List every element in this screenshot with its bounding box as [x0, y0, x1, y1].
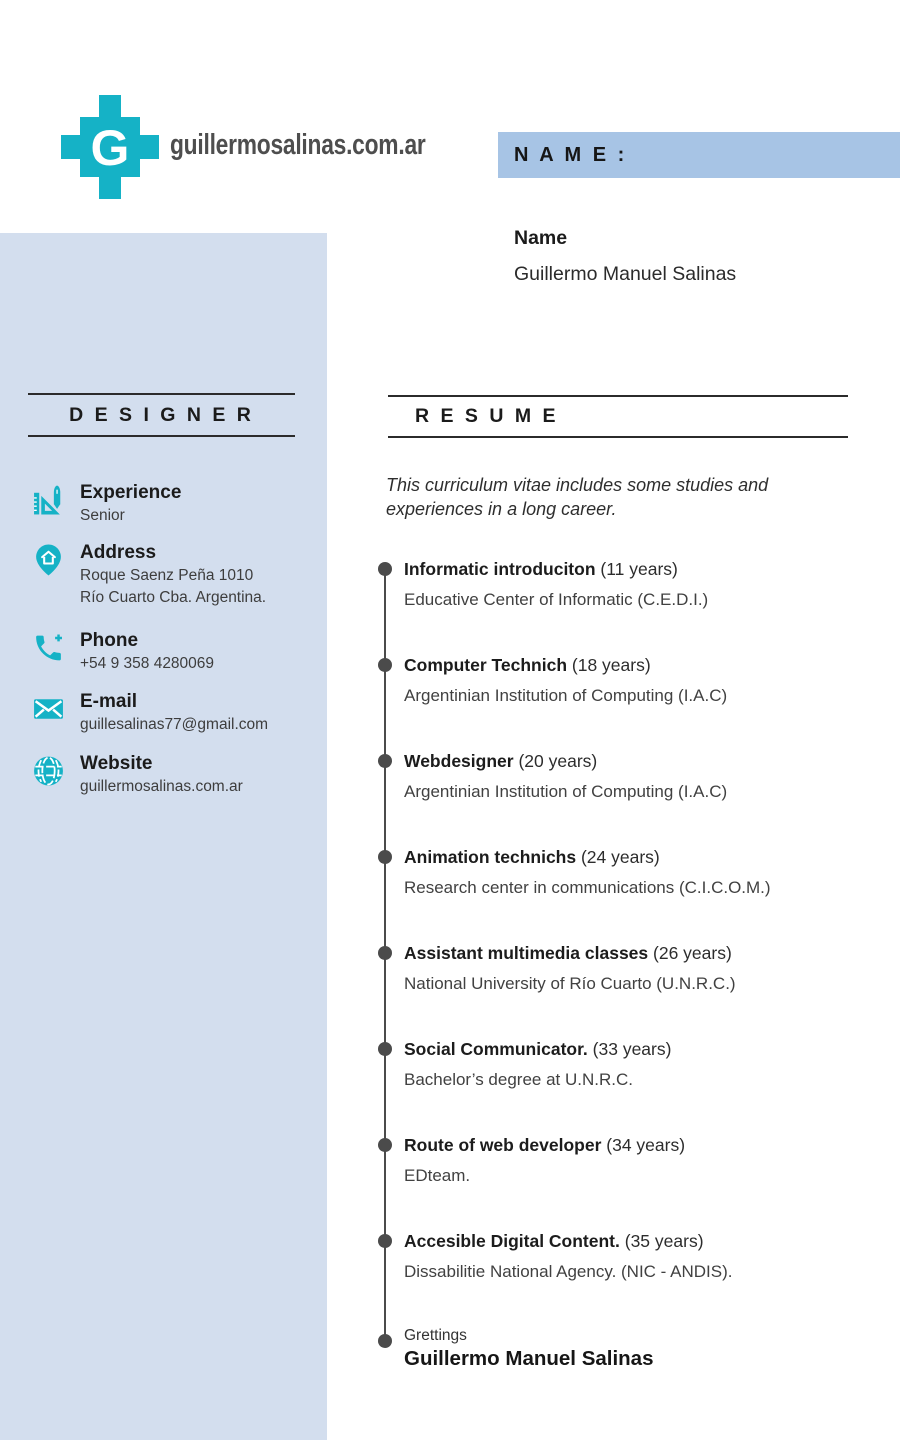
contact-label: Address [80, 542, 157, 563]
timeline-item-detail: EDteam. [404, 1166, 471, 1185]
timeline-item-title: Accesible Digital Content. [404, 1231, 620, 1251]
globe-icon [32, 754, 65, 788]
contact-line: Roque Saenz Peña 1010 [80, 567, 254, 584]
contact-line: Río Cuarto Cba. Argentina. [80, 589, 267, 606]
contact-item-website [32, 752, 312, 798]
contact-line: +54 9 358 4280069 [80, 655, 215, 672]
sidebar-title [28, 393, 295, 437]
resume-timeline [378, 558, 868, 1372]
timeline-closing [378, 1326, 868, 1372]
timeline-item-detail: Dissabilitie National Agency. (NIC - ANDIS). [404, 1262, 733, 1281]
timeline-item [378, 558, 868, 654]
email-icon [32, 692, 65, 726]
timeline-item [378, 1230, 868, 1326]
contact-item-address [32, 541, 312, 609]
timeline-dot [378, 1234, 392, 1248]
design-tools-icon [32, 483, 65, 517]
timeline-item-detail: Bachelor’s degree at U.N.R.C. [404, 1070, 633, 1089]
name-banner-label: N A M E : [514, 143, 628, 166]
contact-label: Experience [80, 482, 182, 503]
timeline-item-title: Webdesigner [404, 751, 514, 771]
resume-title-text: R E S U M E [415, 405, 559, 427]
contact-label: Website [80, 753, 153, 774]
closing-name: Guillermo Manuel Salinas [404, 1347, 654, 1370]
timeline-dot [378, 946, 392, 960]
location-pin-icon [32, 543, 65, 577]
timeline-dot [378, 754, 392, 768]
timeline-item-age: (18 years) [571, 655, 651, 675]
contact-line: Senior [80, 507, 125, 524]
timeline-item-title: Assistant multimedia classes [404, 943, 649, 963]
resume-intro: This curriculum vitae includes some studies and experiences in a long career. [386, 475, 769, 519]
contact-label: E-mail [80, 691, 138, 712]
timeline-item-age: (33 years) [592, 1039, 672, 1059]
name-banner [498, 132, 900, 178]
contact-item-phone [32, 629, 312, 675]
timeline-item-age: (26 years) [653, 943, 732, 963]
timeline-item-detail: Argentinian Institution of Computing (I.A.C) [404, 782, 728, 801]
timeline-item-title: Animation technichs [404, 847, 577, 867]
timeline-item-age: (35 years) [624, 1231, 704, 1251]
sidebar [0, 233, 327, 1440]
contact-item-email [32, 690, 312, 736]
timeline-item-title: Computer Technich [404, 655, 568, 675]
timeline-item [378, 942, 868, 1038]
contact-list [32, 481, 312, 798]
timeline-item-title: Social Communicator. [404, 1039, 588, 1059]
timeline-dot [378, 562, 392, 576]
contact-line: guillesalinas77@gmail.com [80, 716, 269, 733]
name-block [514, 227, 736, 286]
timeline-item-age: (34 years) [606, 1135, 686, 1155]
timeline-item-detail: Argentinian Institution of Computing (I.A.C) [404, 686, 728, 705]
brand-logo-icon [61, 95, 159, 199]
name-field-value: Guillermo Manuel Salinas [514, 263, 737, 285]
timeline-dot [378, 658, 392, 672]
timeline-item-age: (11 years) [600, 559, 678, 579]
timeline-dot [378, 1042, 392, 1056]
phone-icon [32, 631, 65, 665]
timeline-dot [378, 850, 392, 864]
contact-item-experience [32, 481, 312, 527]
timeline-item-title: Informatic introduciton [404, 559, 596, 579]
timeline-dot [378, 1334, 392, 1348]
name-field-label: Name [514, 227, 568, 249]
timeline-item-detail: Research center in communications (C.I.C.O.M.) [404, 878, 771, 897]
timeline-item [378, 846, 868, 942]
contact-line: guillermosalinas.com.ar [80, 778, 243, 795]
timeline-item-age: (24 years) [580, 847, 660, 867]
timeline-item-detail: National University of Río Cuarto (U.N.R.C.) [404, 974, 736, 993]
timeline-item [378, 750, 868, 846]
resume-title [388, 395, 848, 438]
contact-label: Phone [80, 630, 139, 651]
closing-greeting: Grettings [404, 1327, 467, 1344]
sidebar-title-text: D E S I G N E R [69, 403, 254, 426]
brand-site-text: guillermosalinas.com.ar [170, 129, 426, 161]
timeline-item [378, 1134, 868, 1230]
timeline-item [378, 1038, 868, 1134]
timeline-item-detail: Educative Center of Informatic (C.E.D.I.) [404, 590, 709, 609]
timeline-item [378, 654, 868, 750]
brand-logo-letter: G [90, 120, 130, 176]
timeline-item-title: Route of web developer [404, 1135, 602, 1155]
timeline-dot [378, 1138, 392, 1152]
timeline-item-age: (20 years) [518, 751, 598, 771]
